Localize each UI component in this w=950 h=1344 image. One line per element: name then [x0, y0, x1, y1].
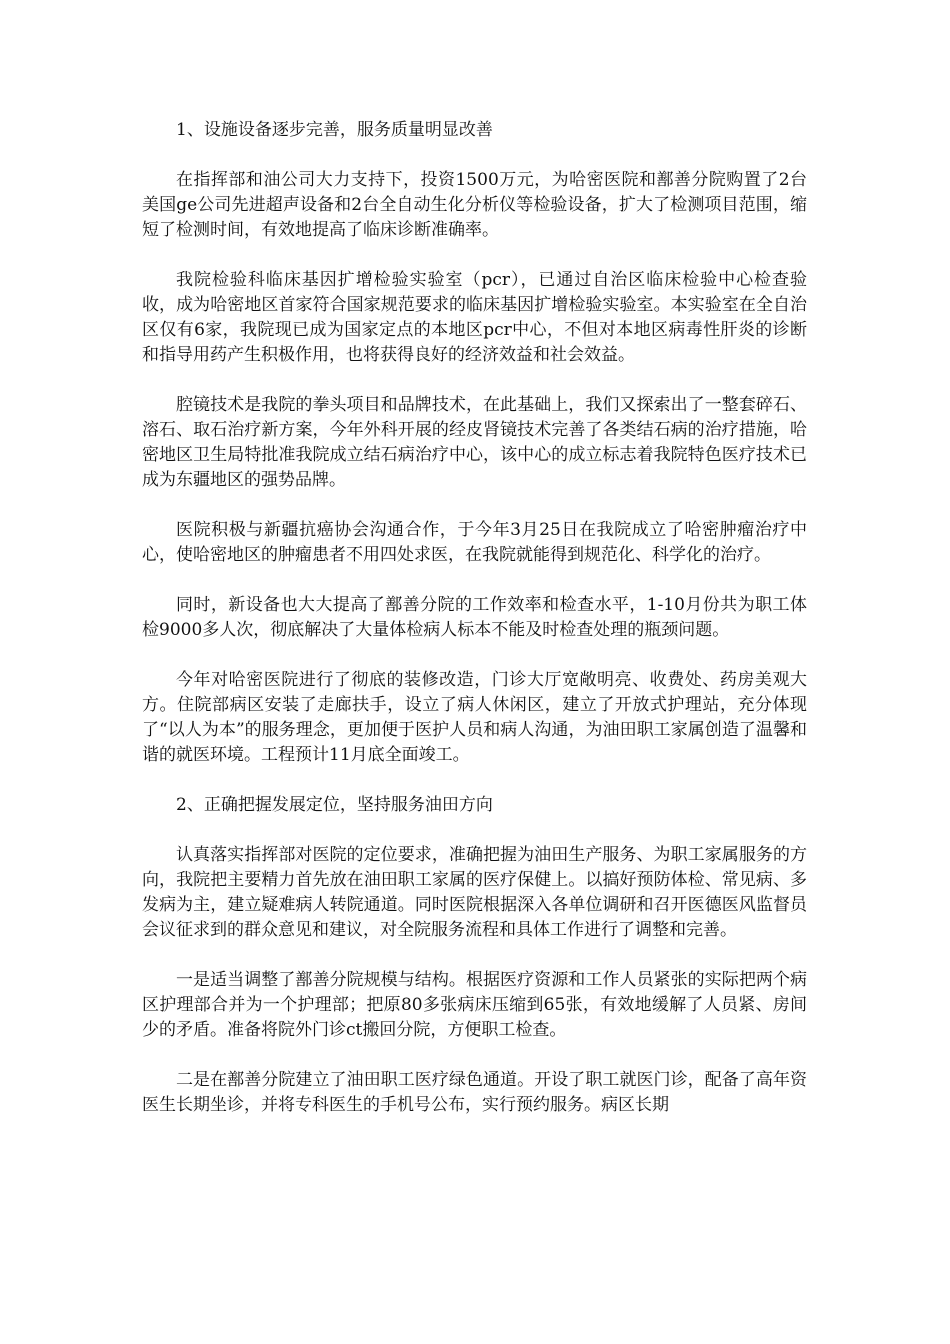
paragraph: 腔镜技术是我院的拳头项目和品牌技术，在此基础上，我们又探索出了一整套碎石、溶石、取石治疗新方案，今年外科开展的经皮肾镜技术完善了各类结石病的治疗措施，哈密地区卫生局特批准我院成立结石病治疗中心，该中心的成立标志着我院特色医疗技术已成为东疆地区的强势品牌。	[142, 395, 807, 490]
paragraph: 二是在鄯善分院建立了油田职工医疗绿色通道。开设了职工就医门诊，配备了高年资医生长期坐诊，并将专科医生的手机号公布，实行预约服务。病区长期	[142, 1070, 807, 1115]
paragraph: 同时，新设备也大大提高了鄯善分院的工作效率和检查水平，1-10月份共为职工体检9000多人次，彻底解决了大量体检病人标本不能及时检查处理的瓶颈问题。	[142, 595, 807, 640]
section-heading-1: 1、设施设备逐步完善，服务质量明显改善	[176, 120, 493, 140]
paragraph: 医院积极与新疆抗癌协会沟通合作，于今年3月25日在我院成立了哈密肿瘤治疗中心，使哈密地区的肿瘤患者不用四处求医，在我院就能得到规范化、科学化的治疗。	[142, 520, 807, 565]
paragraph: 一是适当调整了鄯善分院规模与结构。根据医疗资源和工作人员紧张的实际把两个病区护理部合并为一个护理部；把原80多张病床压缩到65张，有效地缓解了人员紧、房间少的矛盾。准备将院外门诊ct搬回分院，方便职工检查。	[142, 970, 807, 1040]
section-heading-2: 2、正确把握发展定位，坚持服务油田方向	[176, 795, 493, 815]
paragraph: 我院检验科临床基因扩增检验实验室（pcr），已通过自治区临床检验中心检查验收，成为哈密地区首家符合国家规范要求的临床基因扩增检验实验室。本实验室在全自治区仅有6家，我院现已成为国家定点的本地区pcr中心，不但对本地区病毒性肝炎的诊断和指导用药产生积极作用，也将获得良好的经济效益和社会效益。	[142, 270, 807, 365]
paragraph: 今年对哈密医院进行了彻底的装修改造，门诊大厅宽敞明亮、收费处、药房美观大方。住院部病区安装了走廊扶手，设立了病人休闲区，建立了开放式护理站，充分体现了“以人为本”的服务理念，更加便于医护人员和病人沟通，为油田职工家属创造了温馨和谐的就医环境。工程预计11月底全面竣工。	[142, 670, 807, 765]
paragraph: 在指挥部和油公司大力支持下，投资1500万元，为哈密医院和鄯善分院购置了2台美国ge公司先进超声设备和2台全自动生化分析仪等检验设备，扩大了检测项目范围，缩短了检测时间，有效地提高了临床诊断准确率。	[142, 170, 807, 240]
document-page	[142, 118, 807, 1143]
paragraph: 认真落实指挥部对医院的定位要求，准确把握为油田生产服务、为职工家属服务的方向，我院把主要精力首先放在油田职工家属的医疗保健上。以搞好预防体检、常见病、多发病为主，建立疑难病人转院通道。同时医院根据深入各单位调研和召开医德医风监督员会议征求到的群众意见和建议，对全院服务流程和具体工作进行了调整和完善。	[142, 845, 807, 940]
